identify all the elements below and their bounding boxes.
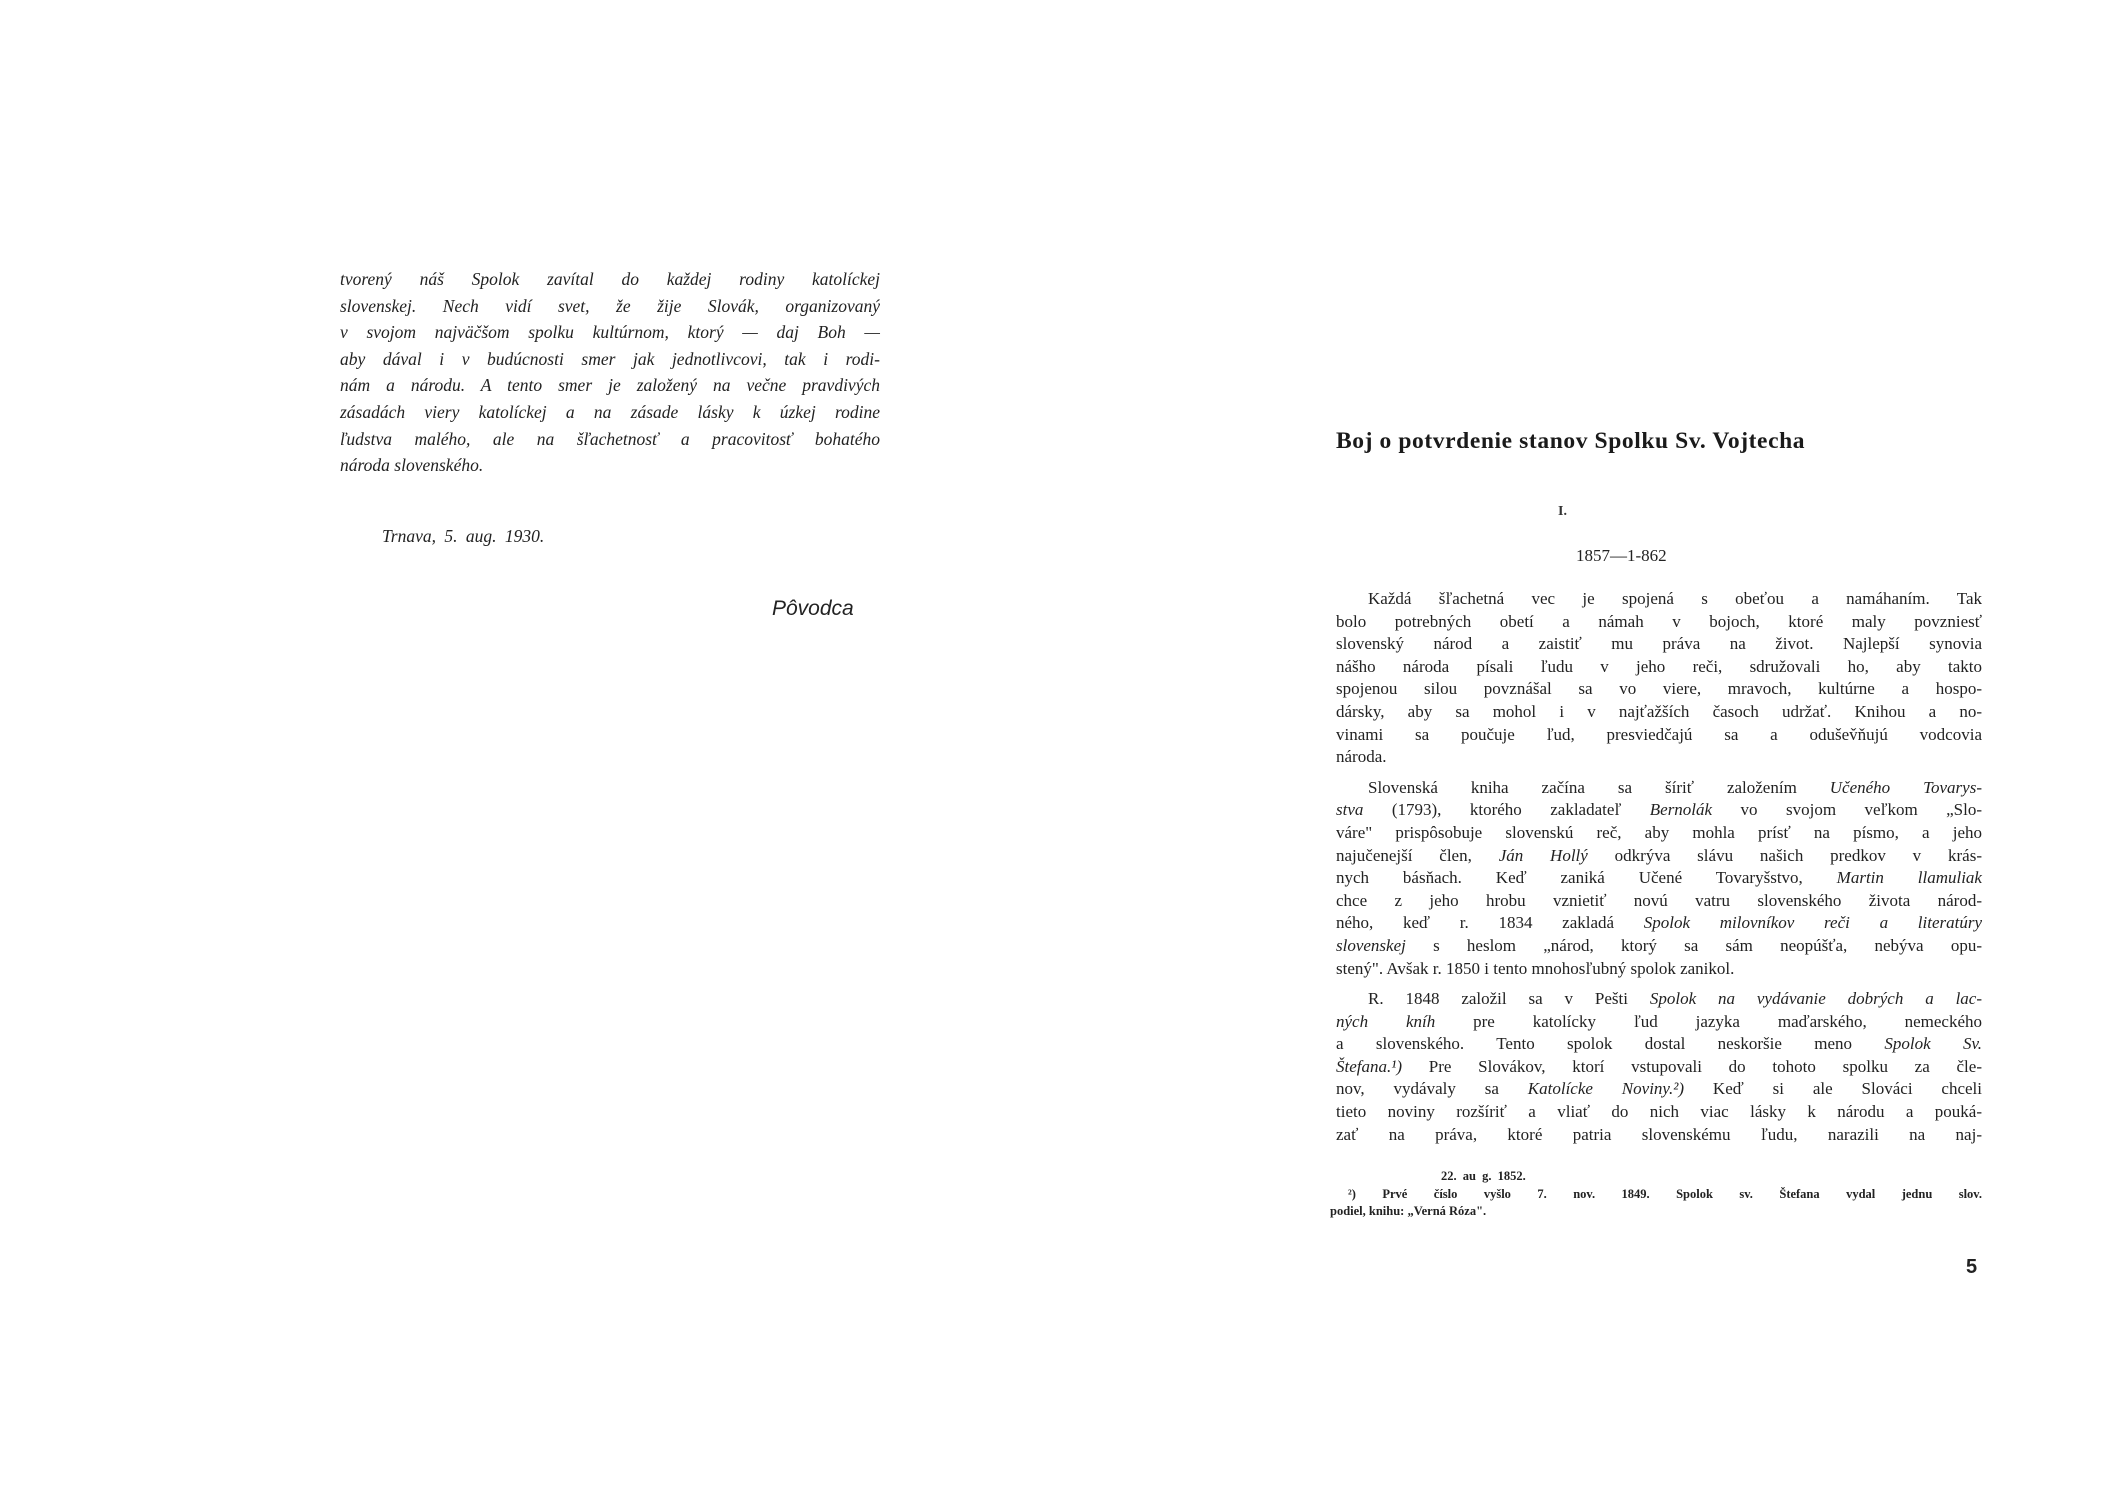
text-line: váre" prispôsobuje slovenskú reč, aby mohla prísť na písmo, a jeho (1336, 822, 1982, 842)
text-run: R. 1848 založil sa v Pešti (1368, 989, 1650, 1009)
text-run: Slovenská kniha začína sa šíriť založením (1368, 777, 1830, 797)
text-line: zať na práva, ktoré patria slovenskému ľudu, narazili na naj- (1336, 1124, 1982, 1144)
text-line: bolo potrebných obetí a námah v bojoch, ktoré maly povzniesť (1336, 611, 1982, 631)
text-run: najučenejší člen, (1336, 845, 1499, 865)
footnote-2 (1330, 1186, 1982, 1221)
text-line: nášho národa písali ľudu v jeho reči, sdružovali ho, aby takto (1336, 656, 1982, 676)
paragraph-2 (1336, 777, 1982, 980)
text-run: odkrýva slávu našich predkov v krás- (1587, 845, 1982, 865)
italic-run: Martin llamuliak (1836, 868, 1982, 888)
section-number: I. (1558, 504, 1567, 519)
text-line: tvorený náš Spolok zavítal do každej rodiny katolíckej (340, 269, 880, 289)
text-line (1336, 1078, 1982, 1101)
italic-run: slovenskej (1336, 935, 1406, 955)
text-line (1336, 1033, 1982, 1056)
text-run: pre katolícky ľud jazyka maďarského, nemeckého (1435, 1011, 1982, 1031)
italic-run: Spolok na vydávanie dobrých a lac- (1649, 989, 1982, 1009)
footnote-1: 22. au g. 1852. (1441, 1169, 1526, 1183)
text-line (1336, 1011, 1982, 1034)
text-line (1336, 845, 1982, 868)
italic-run: Spolok Sv. (1884, 1034, 1982, 1054)
text-line: Každá šľachetná vec je spojená s obeťou a namáhaním. Tak (1368, 589, 1982, 608)
text-line: národa slovenského. (340, 455, 484, 476)
italic-run: Učeného Tovarys- (1829, 777, 1982, 797)
text-run: Keď si ale Slováci chceli (1684, 1079, 1983, 1099)
section-years: 1857—1-862 (1576, 546, 1667, 565)
text-line: ľudstva malého, ale na šľachetnosť a pracovitosť bohatého (340, 428, 880, 449)
place-date: Trnava, 5. aug. 1930. (382, 526, 545, 546)
text-run: nov, vydávaly sa (1336, 1079, 1528, 1099)
text-line: podiel, knihu: „Verná Róza". (1330, 1204, 1487, 1218)
body-text (1336, 588, 1982, 1154)
text-line: slovenskej. Nech vidí svet, že žije Slovák, organizovaný (340, 295, 880, 316)
signature: Pôvodca (772, 597, 854, 620)
text-line: tieto noviny rozšíriť a vliať do nich viac lásky k národu a pouká- (1336, 1102, 1982, 1122)
closing-paragraph (340, 266, 880, 479)
text-line: chce z jeho hrobu vznietiť novú vatru slovenského života národ- (1336, 890, 1982, 910)
text-line: nám a národu. A tento smer je založený na večne pravdivých (340, 375, 880, 396)
text-line: národa. (1336, 747, 1387, 767)
italic-run: Bernolák (1649, 800, 1713, 820)
text-run: (1793), ktorého zakladateľ (1363, 800, 1650, 820)
text-run: vo svojom veľkom „Slo- (1712, 800, 1982, 820)
page-number: 5 (1966, 1256, 1978, 1278)
chapter-title: Boj o potvrdenie stanov Spolku Sv. Vojtecha (1336, 428, 1806, 454)
text-line (1336, 988, 1982, 1011)
text-line: v svojom najväčšom spolku kultúrnom, ktorý — daj Boh — (340, 322, 880, 343)
italic-run: Katolícke Noviny.²) (1527, 1079, 1685, 1099)
text-line (1336, 777, 1982, 800)
text-run: nych básňach. Keď zaniká Učené Tovaryšstvo, (1336, 868, 1837, 888)
text-line: zásadách viery katolíckej a na zásade lásky k úzkej rodine (340, 401, 880, 422)
text-run: ného, keď r. 1834 zakladá (1336, 913, 1644, 933)
text-line (1336, 912, 1982, 935)
italic-run: Štefana.¹) (1336, 1056, 1402, 1076)
text-line: ²) Prvé číslo vyšlo 7. nov. 1849. Spolok sv. Štefana vydal jednu slov. (1348, 1186, 1982, 1201)
text-line: dársky, aby sa mohol i v najťažších časoch udržať. Knihou a no- (1336, 701, 1982, 721)
text-run: a slovenského. Tento spolok dostal neskoršie meno (1336, 1034, 1885, 1054)
text-line (1336, 1056, 1982, 1079)
paragraph-1 (1336, 588, 1982, 769)
text-line: vinami sa poučuje ľud, presviedčajú sa a odušev̌ňujú vodcovia (1336, 724, 1982, 744)
right-page (1061, 0, 2122, 1501)
italic-run: ných kníh (1336, 1011, 1436, 1031)
italic-run: Spolok milovníkov reči a literatúry (1643, 913, 1982, 933)
text-run: Pre Slovákov, ktorí vstupovali do tohoto spolku za čle- (1402, 1056, 1982, 1076)
italic-run: Ján Hollý (1498, 845, 1588, 865)
paragraph-3 (1336, 988, 1982, 1146)
text-line: slovenský národ a zaistiť mu práva na život. Najlepší synovia (1336, 634, 1982, 654)
text-line: stený". Avšak r. 1850 i tento mnohosľubný spolok zanikol. (1336, 958, 1735, 978)
text-run: s heslom „národ, ktorý sa sám neopúšťa, nebýva opu- (1405, 935, 1982, 955)
text-line: aby dával i v budúcnosti smer jak jednotlivcovi, tak i rodi- (340, 348, 880, 369)
text-line (1336, 935, 1982, 958)
italic-run: stva (1336, 800, 1364, 820)
text-line (1336, 799, 1982, 822)
text-line (1336, 867, 1982, 890)
footnotes (1330, 1168, 1982, 1221)
text-line: spojenou silou povznášal sa vo viere, mravoch, kultúrne a hospo- (1336, 679, 1982, 699)
